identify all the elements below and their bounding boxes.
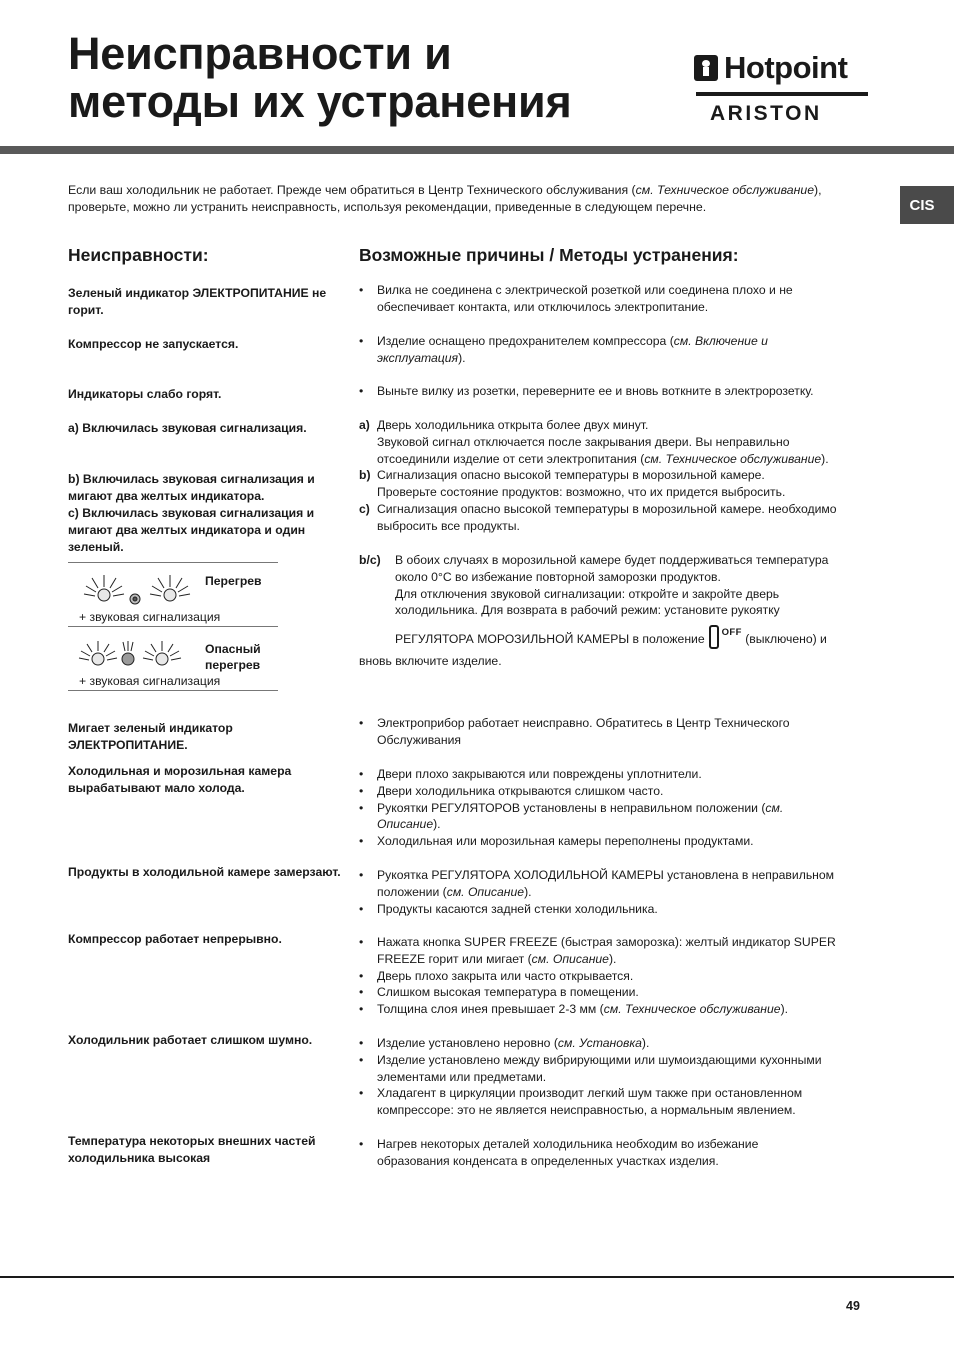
freezer-knob-icon [709, 625, 719, 649]
overheat-label: Перегрев [205, 574, 262, 588]
cause-item: • Хладагент в циркуляции производит легкий шум также при остановленном компрессоре: это не является неисправностью, а нормальным явлением. [359, 1086, 803, 1118]
cause-item: • Слишком высокая температура в помещении. [359, 985, 639, 1000]
indicator-legend [68, 562, 278, 691]
bullet-icon: • [359, 1036, 364, 1050]
hotpoint-mark-icon [694, 55, 718, 81]
cause-item: • Холодильная или морозильная камеры переполнены продуктами. [359, 834, 754, 849]
bullet-icon: • [359, 935, 364, 949]
cause-item: • Дверь плохо закрыта или часто открывается. [359, 968, 634, 983]
bullet-icon: • [359, 800, 364, 815]
fault-item: Мигает зеленый индикатор ЭЛЕКТРОПИТАНИЕ. [68, 721, 233, 752]
logo-divider [696, 92, 868, 96]
cause-item-b: b) Сигнализация опасно высокой температуры в морозильной камере. Проверьте состояние продуктов: возможно, что их придется выбросить. [359, 468, 786, 500]
fault-item: Продукты в холодильной камере замерзают. [68, 865, 341, 879]
sound-alarm-label: + звуковая сигнализация [79, 674, 221, 688]
cause-block-alarms [359, 417, 869, 535]
cause-block [359, 1136, 869, 1170]
faults-heading: Неисправности: [68, 245, 209, 265]
fault-item: Холодильник работает слишком шумно. [68, 1033, 313, 1047]
indicator-row-danger [68, 627, 278, 691]
cause-item-a: a) Дверь холодильника открыта более двух минут. Звуковой сигнал отключается после закрывания двери. Вы неправильно отсоединили изделие от сети электропитания (см. Техническое обслуживание). [359, 418, 829, 466]
bullet-icon: • [359, 1002, 364, 1017]
bullet-icon: • [359, 1137, 364, 1151]
cause-item-bc: b/c) В обоих случаях в морозильной камере будет поддерживаться температура около 0°С во избежание повторной заморозки продуктов. Для отключения звуковой сигнализации: откройте и закройте дверь холодильника. Для возврата в рабочий режим: установите рукоятку РЕГУЛЯТОРА МОРОЗИЛЬНОЙ КАМЕРЫ в положение $^{OFF}$ (выключено) и вновь включите изделие. [359, 553, 829, 669]
cause-block [359, 383, 869, 400]
bullet-icon: • [359, 783, 364, 798]
bullet-icon: • [359, 834, 364, 849]
header-band [0, 146, 954, 154]
page-number: 49 [846, 1299, 860, 1313]
indicator-row-overheat [68, 562, 278, 627]
page-title [68, 30, 572, 126]
two-blinking-lights-icon [68, 567, 198, 611]
cause-item: • Рукоятки РЕГУЛЯТОРОВ установлены в неправильном положении (см. Описание). [359, 800, 784, 832]
fault-item: Индикаторы слабо горят. [68, 387, 222, 401]
cause-item: • Выньте вилку из розетки, переверните ее и вновь воткните в электророзетку. [359, 384, 814, 398]
cause-block [359, 867, 869, 917]
fault-item: a) Включилась звуковая сигнализация. [68, 421, 307, 435]
bullet-icon: • [359, 716, 364, 730]
bullet-icon: • [359, 1052, 364, 1067]
bullet-icon: • [359, 334, 364, 348]
bullet-icon: • [359, 968, 364, 983]
logo-subname: ARISTON [710, 102, 822, 125]
cause-item: • Вилка не соединена с электрической розеткой или соединена плохо и не обеспечивает контакта, или отключилось электропитание. [359, 283, 793, 314]
cause-item: • Изделие установлено неровно (см. Установка). [359, 1036, 650, 1050]
cause-item: • Толщина слоя инея превышает 2-3 мм (см. Техническое обслуживание). [359, 1002, 789, 1017]
intro-text: Если ваш холодильник не работает. Прежде чем обратиться в Центр Технического обслуживания (см. Техническое обслуживание), проверьте, можно ли устранить неисправность, используя рекомендации, приведенные в следующем перечне. [68, 183, 822, 214]
language-tab: CIS [900, 186, 954, 224]
cause-block [359, 715, 869, 749]
cause-block-bc [359, 552, 869, 670]
cause-block [359, 766, 869, 850]
cause-item: • Двери холодильника открываются слишком часто. [359, 783, 664, 798]
fault-item: Зеленый индикатор ЭЛЕКТРОПИТАНИЕ не горит. [68, 286, 327, 317]
cause-item: • Рукоятка РЕГУЛЯТОРА ХОЛОДИЛЬНОЙ КАМЕРЫ установлена в неправильном положении (см. Описание). [359, 868, 835, 899]
bullet-icon: • [359, 283, 364, 297]
page-title-line: Неисправности и [68, 28, 452, 79]
cause-block [359, 934, 869, 1018]
bullet-icon: • [359, 985, 364, 1000]
fault-item: Холодильная и морозильная камера вырабатывают мало холода. [68, 764, 292, 795]
bullet-icon: • [359, 1086, 364, 1101]
footer-divider [0, 1276, 954, 1278]
fault-item: b) Включилась звуковая сигнализация и мигают два желтых индикатора. c) Включилась звуковая сигнализация и мигают два желтых индикатора и один зеленый. [68, 472, 315, 554]
sound-alarm-label: + звуковая сигнализация [79, 610, 221, 624]
fault-item: Температура некоторых внешних частей холодильника высокая [68, 1134, 316, 1165]
logo-name: Hotpoint [724, 50, 848, 85]
brand-logo [694, 50, 870, 126]
cause-item: • Изделие установлено между вибрирующими или шумоиздающими кухонными элементами или предметами. [359, 1052, 822, 1084]
bullet-icon: • [359, 868, 364, 882]
bullet-icon: • [359, 767, 364, 781]
fault-item: Компрессор не запускается. [68, 337, 239, 351]
cause-block [359, 1035, 869, 1119]
cause-block [359, 333, 869, 367]
cause-item: • Электроприбор работает неисправно. Обратитесь в Центр Технического Обслуживания [359, 716, 790, 747]
off-label: OFF [721, 627, 742, 639]
cause-item-c: c) Сигнализация опасно высокой температуры в морозильной камере. необходимо выбросить все продукты. [359, 501, 837, 533]
cause-item: • Двери плохо закрываются или повреждены уплотнители. [359, 767, 702, 781]
three-blinking-lights-icon [68, 631, 198, 675]
fault-item: Компрессор работает непрерывно. [68, 932, 282, 946]
cause-item: • Нажата кнопка SUPER FREEZE (быстрая заморозка): желтый индикатор SUPER FREEZE горит или мигает (см. Описание). [359, 935, 836, 966]
page-title-line: методы их устранения [68, 76, 572, 127]
danger-overheat-label: Опасный перегрев [205, 642, 261, 672]
causes-heading: Возможные причины / Методы устранения: [359, 245, 739, 265]
cause-item: • Продукты касаются задней стенки холодильника. [359, 901, 658, 916]
bullet-icon: • [359, 901, 364, 916]
bullet-icon: • [359, 384, 364, 398]
cause-item: • Нагрев некоторых деталей холодильника необходим во избежание образования конденсата в определенных участках изделия. [359, 1137, 759, 1168]
cause-block [359, 282, 869, 316]
cause-item: • Изделие оснащено предохранителем компрессора (см. Включение и эксплуатация). [359, 334, 768, 365]
